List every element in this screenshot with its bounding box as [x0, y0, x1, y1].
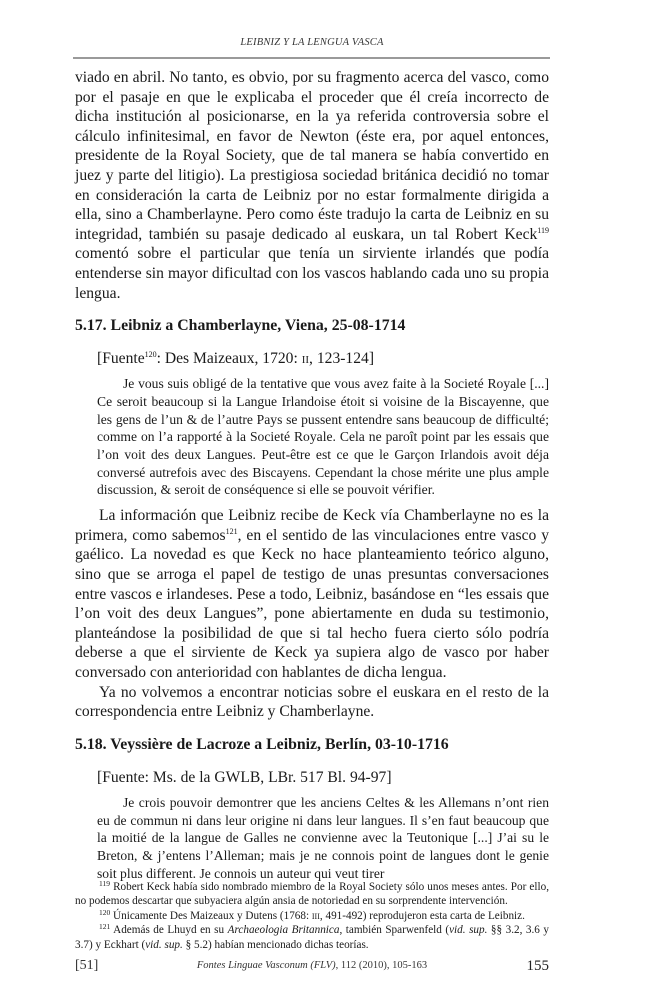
section-heading-5-17: 5.17. Leibniz a Chamberlayne, Viena, 25-08-1714: [75, 317, 406, 335]
paragraph-analysis: [75, 506, 549, 682]
footnote-ref-119[interactable]: 119: [537, 225, 549, 235]
footnote-work-title: Archaeologia Britannica: [227, 924, 340, 937]
paragraph-intro: [75, 68, 549, 303]
journal-citation: [75, 960, 549, 971]
footnote-text: §§ 3.2, 3.6 y 3.7) y Eckhart (: [75, 924, 549, 951]
paragraph-conclusion: Ya no volvemos a encontrar noticias sobre el euskara en el resto de la correspondencia entre Leibniz y Chamberlayne.: [75, 683, 549, 721]
main-column: [75, 68, 549, 882]
paragraph-text: La información que Leibniz recibe de Keck vía Chamberlayne no es la primera, como sabemos: [75, 507, 549, 544]
footnote-volume: iii: [311, 909, 320, 922]
page-number: 155: [526, 958, 549, 974]
journal-details: , 112 (2010), 105-163: [335, 960, 428, 971]
source-text: [Fuente: [97, 350, 145, 368]
block-quote-5-17: Je vous suis obligé de la tentative que vous avez faite à la Societé Royale [...] Ce seroit beaucoup si la Langue Irlandoise étoit si voisine de la Biscayenne, que les gens de l’un & de l’autre Pays se pussent entendre sans beaucoup de difficulté; comme on l’a rapporté à la Societé Royale. Cela ne paroît point par les essais que l’on voit des deux Langues. Peut-être est ce que le Garçon Irlandois avoit déja conversé autrefois avec des Biscayens. Cependant la chose mérite une plus ample discussion, & seroit de conséquence si elle se pouvoit vérifier.: [97, 376, 549, 498]
footnote-120: [75, 909, 549, 923]
footnotes: [75, 880, 549, 952]
header-rule: [73, 57, 550, 59]
block-quote-5-18: Je crois pouvoir demontrer que les anciens Celtes & les Allemans n’ont rien eu de commun ni dans leur origine ni dans leur langues. Il s’en faut beaucoup que la moitié de la langue de Galles ne convienne avec la Teutonique [...] J’ai su le Breton, & j’entens l’Alleman; mais je ne connois point de langues dont le genie soit plus different. Je connois un auteur qui veut tirer: [97, 794, 549, 881]
page-footer: [75, 958, 549, 978]
footnote-119: [75, 880, 549, 909]
footnote-text: , 491-492) reprodujeron esta carta de Leibniz.: [319, 909, 525, 922]
footnote-text: , también Sparwenfeld (: [339, 924, 450, 937]
footnote-number: 120: [99, 907, 111, 917]
footnote-number: 119: [99, 879, 110, 888]
source-text: : Des Maizeaux, 1720:: [156, 350, 302, 368]
footnote-text: Robert Keck había sido nombrado miembro de la Royal Society sólo unos meses antes. Por ello, no podemos descartar que subyaciera algún ansia de notoriedad en su sorprendente intervención.: [75, 881, 549, 908]
running-head: LEIBNIZ Y LA LENGUA VASCA: [240, 37, 384, 48]
section-heading-5-18: 5.18. Veyssière de Lacroze a Leibniz, Berlín, 03-10-1716: [75, 735, 449, 753]
footnote-vid-sup: vid. sup.: [145, 938, 183, 951]
footnote-text: § 5.2) habían mencionado dichas teorías.: [182, 938, 369, 951]
source-text: , 123-124]: [309, 350, 375, 368]
paragraph-text: , en el sentido de las vinculaciones entre vasco y gaélico. La novedad es que Keck no hace planteamiento teórico alguno, sino que se arroga el papel de testigo de unas presuntas conversaciones entre vascos e irlandeses. Pese a todo, Leibniz, basándose en “les essais que l’on voit des deux Langues”, pone abiertamente en duda su testimonio, planteándose la posibilidad de que si tal hecho fuera cierto sólo podría deberse a que el sirviente de Keck ya supiera algo de vasco por haber conversado con anterioridad con hablantes de dicha lengua.: [75, 526, 550, 681]
journal-title: Fontes Linguae Vasconum (FLV): [196, 960, 336, 971]
paragraph-text: viado en abril. No tanto, es obvio, por su fragmento acerca del vasco, como por el pasaje en que le explicaba el proceder que él creía incorrecto de dicha institución al posicionarse, en la ya referida controversia sobre el cálculo infinitesimal, en favor de Newton (éste era, por aquel entonces, presidente de la Royal Society, que de tal manera se había convertido en juez y parte del litigio). La prestigiosa sociedad británica decidió no tomar en consideración la carta de Leibniz por no estar formalmente dirigida a ella, sino a Chamberlayne. Pero como éste tradujo la carta de Leibniz en su integridad, también su pasaje dedicado al euskara, un tal Robert Keck: [75, 69, 549, 243]
source-citation-5-18: [Fuente: Ms. de la GWLB, LBr. 517 Bl. 94-97]: [97, 768, 392, 786]
internal-page-ref: [51]: [75, 958, 99, 973]
footnote-vid-sup: vid. sup.: [449, 924, 488, 937]
footnote-text: Además de Lhuyd en su: [110, 924, 228, 937]
footnote-ref-120[interactable]: 120: [144, 350, 157, 360]
footnote-121: [75, 923, 549, 952]
source-citation-5-17: [97, 349, 549, 369]
footnote-ref-121[interactable]: 121: [225, 526, 238, 536]
source-volume: ii: [301, 350, 310, 368]
footnote-number: 121: [99, 922, 111, 932]
footnote-text: Únicamente Des Maizeaux y Dutens (1768:: [110, 909, 312, 922]
paragraph-text: comentó sobre el particular que tenía un sirviente irlandés que podía entenderse sin mayor dificultad con los vascos hablando cada uno su propia lengua.: [75, 245, 549, 302]
